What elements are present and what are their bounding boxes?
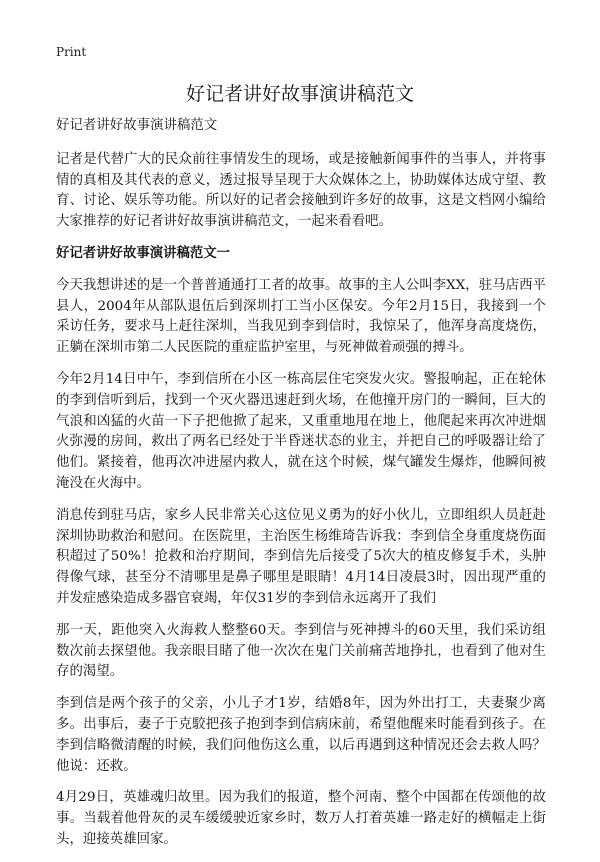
story-paragraph: 今天我想讲述的是一个普普通通打工者的故事。故事的主人公叫李XX，驻马店西平县人，2004年从部队退伍后到深圳打工当小区保安。今年2月15日，我接到一个采访任务，要求马上赶往深圳，当我见到李到信时，我惊呆了，他浑身高度烧伤，正躺在深圳市第二人民医院的重症监护室里，与死神做着顽强的搏斗。 (56, 277, 546, 356)
article-subtitle: 好记者讲好故事演讲稿范文 (56, 118, 218, 133)
page-title: 好记者讲好故事演讲稿范文 (185, 83, 414, 105)
story-paragraph: 李到信是两个孩子的父亲，小儿子才1岁，结婚8年，因为外出打工，夫妻聚少离多。出事后，妻子于克駮把孩子抱到李到信病床前，希望他醒来时能看到孩子。在李到信略微清醒的时候，我们问他伤这么重，以后再遇到这种情况还会去救人吗？他说：还救。 (56, 696, 546, 774)
print-link[interactable]: Print (56, 45, 87, 59)
section-heading: 好记者讲好故事演讲稿范文一 (56, 245, 231, 261)
story-paragraph: 4月29日，英雄魂归故里。因为我们的报道，整个河南、整个中国都在传颂他的故事。当载着他骨灰的灵车缓缓驶近家乡时，数万人打着英雄一路走好的横幅走上街头，迎接英雄回家。 (56, 790, 546, 847)
story-paragraph: 那一天，距他突入火海救人整整60天。李到信与死神搏斗的60天里，我们采访组数次前去探望他。我亲眼目睹了他一次次在鬼门关前痛苦地挣扎，也看到了他对生存的渴望。 (56, 622, 546, 680)
story-paragraph: 消息传到驻马店，家乡人民非常关心这位见义勇为的好小伙儿，立即组织人员赶赴深圳协助救治和慰问。在医院里，主治医生杨维琦告诉我：李到信全身重度烧伤面积超过了50%！抢救和治疗期间，李到信先后接受了5次大的植皮修复手术，头肿得像气球，甚至分不清哪里是鼻子哪里是眼睛！4月14日凌晨3时，因出现严重的并发症感染造成多器官衰竭，年仅31岁的李到信永远离开了我们 (56, 507, 546, 606)
story-paragraph: 今年2月14日中午，李到信所在小区一栋高层住宅突发火灾。警报响起，正在轮休的李到信听到后，找到一个灭火器迅速赶到火场，在他撞开房门的一瞬间，巨大的气浪和凶猛的火苗一下子把他掀了起来，又重重地甩在地上，他爬起来再次冲进烟火弥漫的房间，救出了两名已经处于半昏迷状态的业主，并把自己的呼吸器让给了他们。紧接着，他再次冲进屋内救人，就在这个时候，煤气罐发生爆炸，他瞬间被淹没在火海中。 (56, 371, 546, 491)
article-body (56, 116, 546, 862)
intro-paragraph: 记者是代替广大的民众前往事情发生的现场，或是接触新闻事件的当事人，并将事情的真相及其代表的意义，透过报导呈现于大众媒体之上，协助媒体达成守望、教育、讨论、娱乐等功能。所以好的记者会接触到许多好的故事，这是文档网小编给大家推荐的好记者讲好故事演讲稿范文，一起来看看吧。 (56, 151, 546, 230)
